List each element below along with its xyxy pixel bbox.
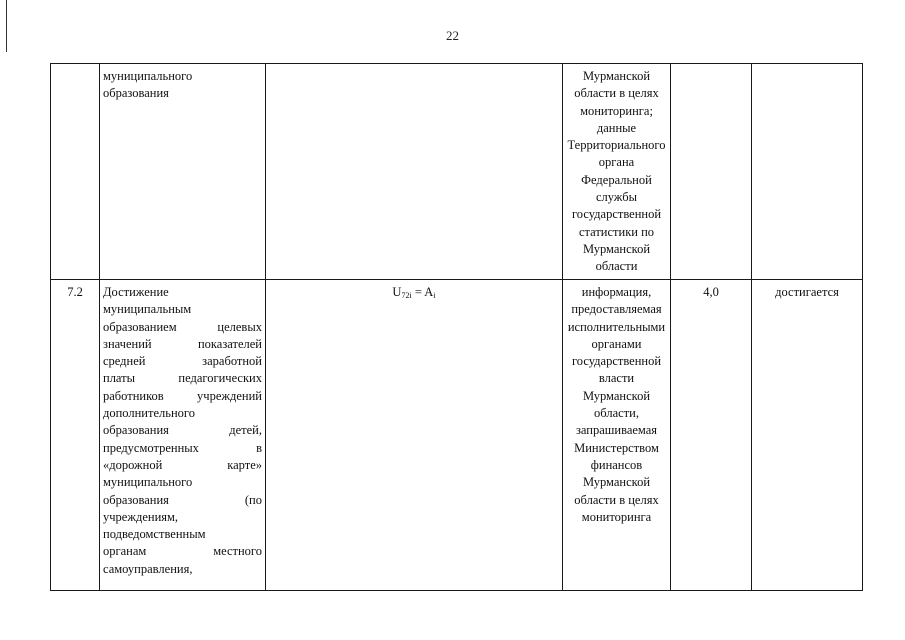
cell-indicator-name — [100, 64, 266, 280]
data-source-line: исполнительными — [567, 319, 666, 334]
indicator-name-line: муниципального — [103, 475, 193, 490]
data-source-line: мониторинга; — [580, 103, 653, 118]
data-source-line: предоставляемая — [571, 302, 662, 317]
cell-status — [752, 64, 863, 280]
data-source-line: мониторинга — [581, 509, 652, 524]
data-source-line: государственной — [571, 207, 662, 222]
data-source-line: власти — [598, 371, 635, 386]
indicator-name-line: муниципальным — [103, 302, 192, 317]
indicator-name-line: образования детей, — [103, 423, 262, 438]
cell-number: 7.2 — [51, 280, 100, 591]
data-source-line: Мурманской — [582, 69, 651, 83]
indicator-name-line: «дорожной карте» — [103, 457, 262, 472]
indicator-name-line: Достижение — [103, 285, 169, 299]
indicator-name-line: учреждениям, — [103, 509, 179, 524]
indicator-name-line: самоуправления, — [103, 561, 193, 576]
indicator-name-line: подведомственным — [103, 527, 206, 542]
data-source-line: области в целях — [574, 492, 659, 507]
data-source-line: данные — [596, 120, 637, 135]
indicator-name-line: работников учреждений — [103, 388, 262, 403]
data-source-line: Мурманской — [582, 475, 651, 490]
data-source-line: запрашиваемая — [575, 423, 658, 438]
data-source-line: информация, — [581, 285, 652, 299]
data-source-line: государственной — [571, 354, 662, 369]
cell-data-source — [563, 280, 671, 591]
cell-value — [671, 64, 752, 280]
data-source-line: области, — [594, 406, 639, 421]
cell-indicator-name — [100, 280, 266, 591]
cell-formula — [266, 64, 563, 280]
data-source-line: финансов — [590, 457, 643, 472]
formula-text: $U_{72i} = A_i$ — [392, 285, 436, 300]
cell-formula — [266, 280, 563, 591]
indicator-name-line: органам местного — [103, 544, 262, 559]
data-source-line: Мурманской — [582, 388, 651, 403]
cell-value: 4,0 — [671, 280, 752, 591]
cell-status: достигается — [752, 280, 863, 591]
data-source-line: органами — [591, 336, 642, 351]
data-source-line: области в целях — [574, 86, 659, 101]
data-source-line: Мурманской — [582, 241, 651, 256]
cell-data-source — [563, 64, 671, 280]
margin-line — [6, 0, 7, 52]
data-source-line: Министерством — [574, 440, 659, 455]
indicator-name-line: образования — [103, 86, 169, 101]
indicator-name-line: образования (по — [103, 492, 262, 507]
indicator-name-line: дополнительного — [103, 406, 195, 421]
indicator-name-line: образованием целевых — [103, 319, 262, 334]
table-row — [51, 64, 863, 280]
table-row — [51, 280, 863, 591]
indicator-name-line: платы педагогических — [103, 371, 262, 386]
indicator-name-line: предусмотренных в — [103, 440, 262, 455]
indicator-name-line: средней заработной — [103, 354, 262, 369]
data-source-line: Территориального — [567, 138, 666, 153]
data-source-line: статистики по — [578, 224, 655, 239]
data-source-line: органа — [598, 155, 635, 170]
indicators-table — [50, 63, 863, 591]
cell-number — [51, 64, 100, 280]
data-source-line: службы — [595, 190, 638, 205]
indicator-name-line: муниципального — [103, 69, 193, 83]
indicator-name-line: значений показателей — [103, 336, 262, 351]
data-source-line: области — [595, 259, 638, 274]
page-number: 22 — [446, 28, 459, 43]
data-source-line: Федеральной — [581, 172, 652, 187]
